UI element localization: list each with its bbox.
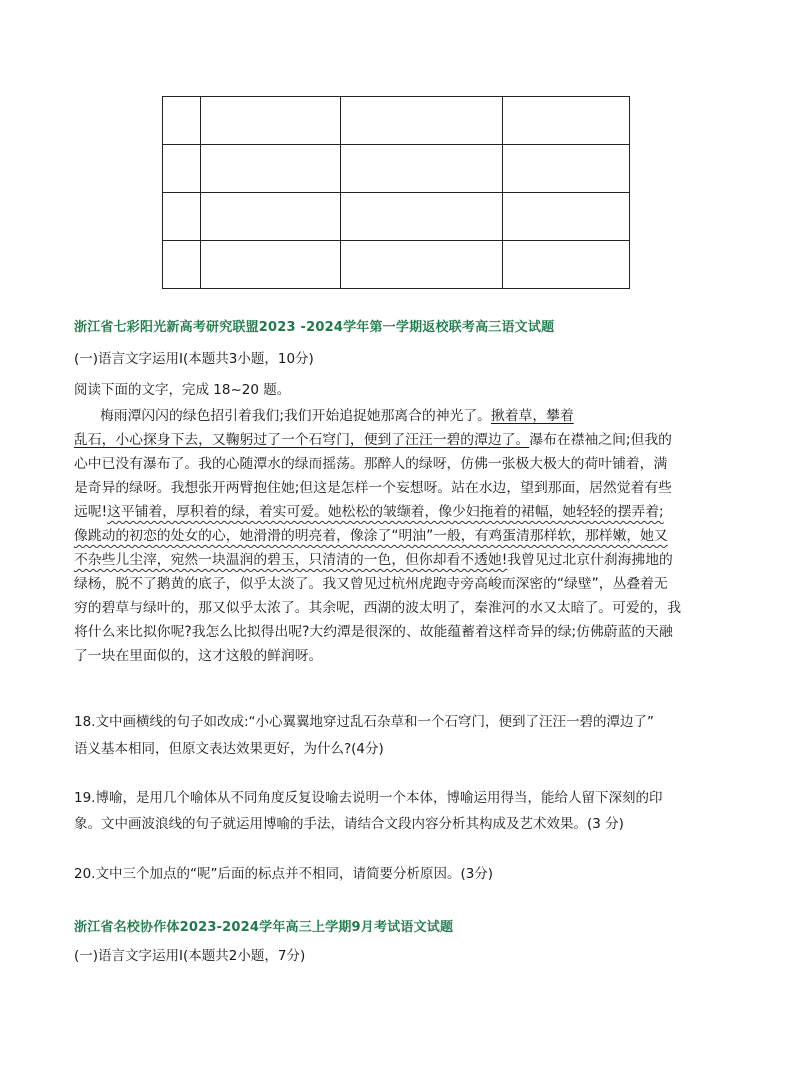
passage-line: 穷的碧草与绿叶的，那又似乎太浓了。其余呢，西湖的波太明了，秦淮河的水又太暗了。可爱的，我 [74,600,682,616]
table-cell [503,241,630,289]
wavy-underlined-sentence: 不杂些儿尘滓，宛然一块温润的碧玉，只清清的一色，但你却看不透她! [74,552,508,568]
table-cell [163,145,201,193]
table-cell [163,241,201,289]
table-cell [341,97,503,145]
passage-line: 了一块在里面似的，这才这般的鲜润呀。 [74,648,323,664]
passage-line: 绿杨，脱不了鹅黄的底子，似乎太淡了。我又曾见过杭州虎跑寺旁高峻而深密的“绿壁”，丛叠着无 [74,576,668,592]
question-19: 19.博喻，是用几个喻体从不同角度反复设喻去说明一个本体，博喻运用得当，能给人留下深刻的印 [74,790,663,806]
question-19-cont: 象。文中画波浪线的句子就运用博喻的手法，请结合文段内容分析其构成及艺术效果。(3 分) [74,816,624,832]
section-title: 浙江省名校协作体2023-2024学年高三上学期9月考试语文试题 [74,920,454,935]
part-heading: (一)语言文字运用Ⅰ(本题共3小题，10分) [74,351,314,367]
passage-line: 心中已没有瀑布了。我的心随潭水的绿而摇荡。那醉人的绿呀，仿佛一张极大极大的荷叶铺着，满 [74,456,668,472]
table-cell [341,241,503,289]
passage-line: 梅雨潭闪闪的绿色招引着我们;我们开始追捉她那离合的神光了。揪着草，攀着 [100,408,574,424]
passage-line: 远呢!这平铺着，厚积着的绿，着实可爱。她松松的皱缬着，像少妇拖着的裙幅，她轻轻的摆弄着; [74,504,664,520]
question-20: 20.文中三个加点的“呢”后面的标点并不相同，请简要分析原因。(3分) [74,866,494,882]
underlined-sentence: 乱石，小心探身下去，又鞠躬过了一个石穹门，便到了汪汪一碧的潭边了。 [74,432,530,448]
table-row [163,97,630,145]
table-cell [201,241,341,289]
table-cell [163,97,201,145]
blank-answer-table [162,96,630,289]
table-cell [163,193,201,241]
passage [74,404,714,668]
table-cell [341,145,503,193]
table-cell [503,193,630,241]
table-cell [503,145,630,193]
passage-line: 不杂些儿尘滓，宛然一块温润的碧玉，只清清的一色，但你却看不透她!我曾见过北京什刹海拂地的 [74,552,673,568]
instruction-text: 阅读下面的文字，完成 18~20 题。 [74,382,291,398]
question-18-cont: 语义基本相同，但原文表达效果更好，为什么?(4分) [74,741,384,757]
wavy-underlined-sentence: 像跳动的初恋的处女的心，她滑滑的明亮着，像涂了“明油”一般，有鸡蛋清那样软，那样嫩，她又 [74,528,668,544]
section-title: 浙江省七彩阳光新高考研究联盟2023 -2024学年第一学期返校联考高三语文试题 [74,320,555,335]
passage-line [74,524,714,548]
table-row [163,193,630,241]
table-cell [201,193,341,241]
passage-line: 是奇异的绿呀。我想张开两臂抱住她;但这是怎样一个妄想呀。站在水边，望到那面，居然觉着有些 [74,480,672,496]
question-18: 18.文中画横线的句子如改成:“小心翼翼地穿过乱石杂草和一个石穹门，便到了汪汪一碧的潭边了” [74,714,655,730]
table-row [163,241,630,289]
table-cell [201,145,341,193]
table-cell [201,97,341,145]
part-heading: (一)语言文字运用Ⅰ(本题共2小题，7分) [74,948,306,964]
table-cell [503,97,630,145]
wavy-underlined-sentence: 这平铺着，厚积着的绿，着实可爱。她松松的皱缬着，像少妇拖着的裙幅，她轻轻的摆弄着; [107,504,664,520]
table-cell [341,193,503,241]
underlined-sentence: 揪着草，攀着 [490,408,574,424]
table-row [163,145,630,193]
passage-line: 乱石，小心探身下去，又鞠躬过了一个石穹门，便到了汪汪一碧的潭边了。瀑布在襟袖之间;但我的 [74,432,672,448]
passage-line: 将什么来比拟你呢?我怎么比拟得出呢?大约潭是很深的、故能蕴蓄着这样奇异的绿;仿佛蔚蓝的天融 [74,624,673,640]
